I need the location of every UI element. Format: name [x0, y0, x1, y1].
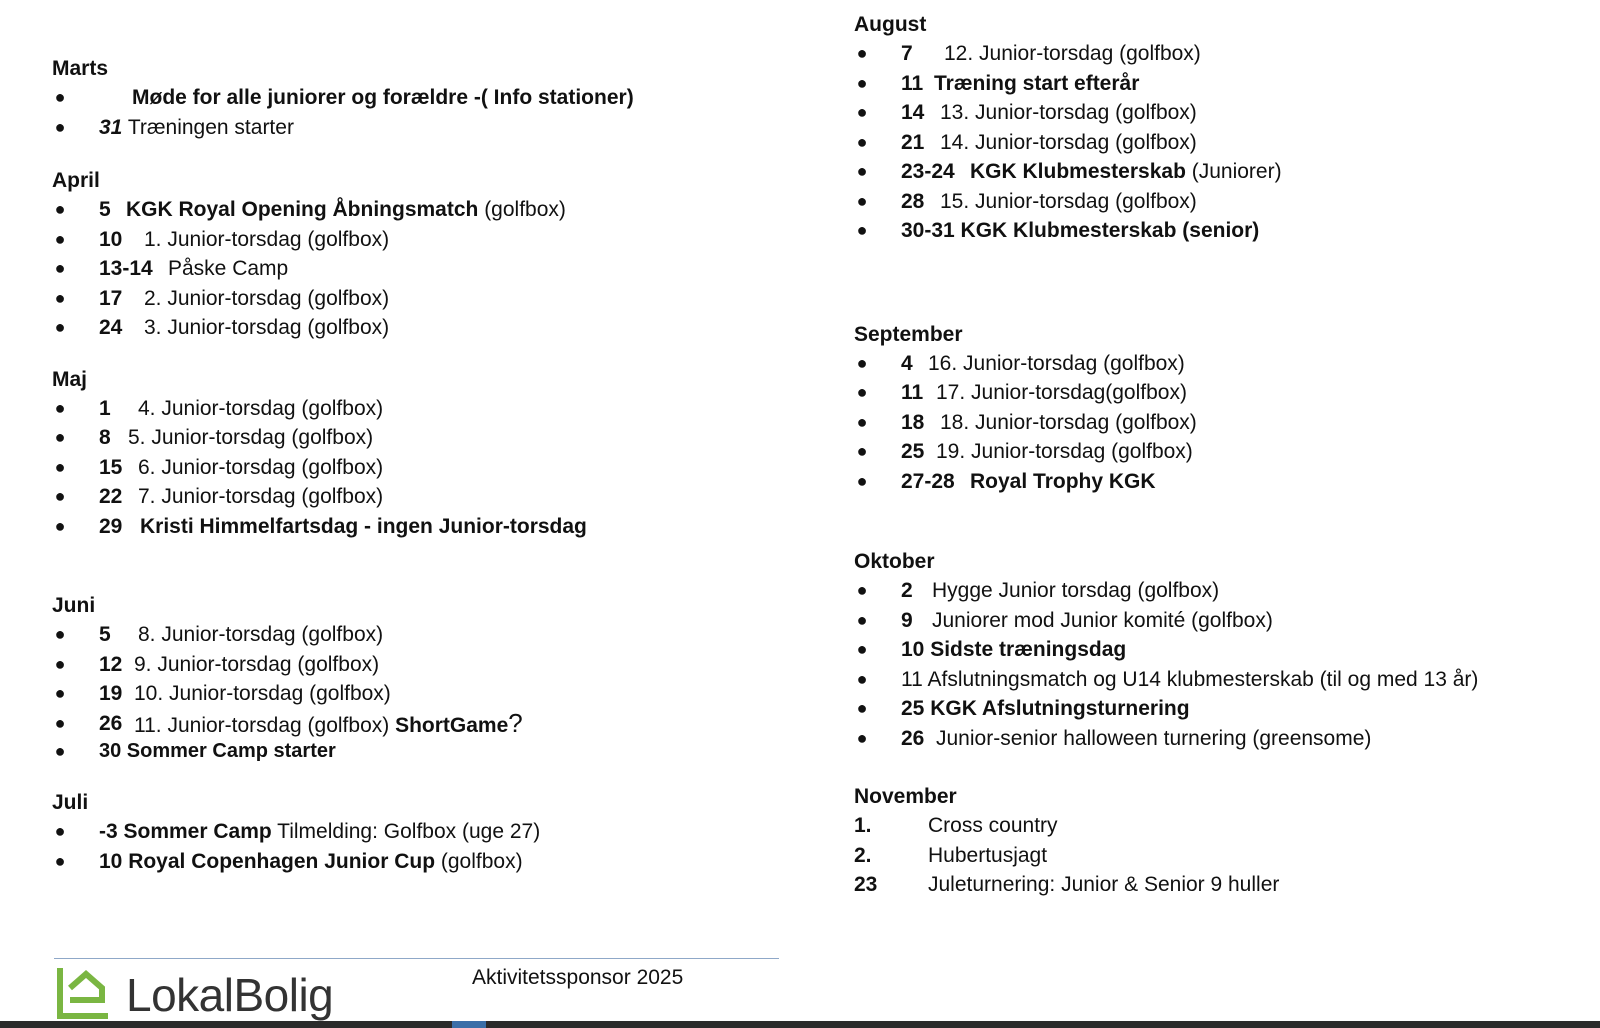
bullet-icon: ● — [856, 102, 868, 122]
event-item — [52, 620, 812, 650]
event-date: 22 — [99, 485, 123, 508]
event-text-segment: 25 KGK Afslutningsturnering — [901, 697, 1190, 720]
bullet-icon: ● — [856, 698, 868, 718]
event-list — [52, 195, 812, 343]
event-text-segment: 18. Junior-torsdag (golfbox) — [940, 410, 1197, 434]
event-date: 8 — [99, 426, 111, 449]
event-item — [854, 39, 1574, 69]
bullet-icon: ● — [54, 624, 66, 644]
event-text-segment: 9. Junior-torsdag (golfbox) — [134, 652, 380, 676]
logo-text: LokalBolig — [126, 969, 334, 1021]
schedule-right-column — [854, 10, 1574, 900]
event-text-segment: 10. Junior-torsdag (golfbox) — [134, 682, 391, 705]
event-list — [52, 620, 812, 764]
event-text-segment: 10 Sidste træningsdag — [901, 638, 1127, 661]
bullet-icon: ● — [856, 609, 868, 630]
event-text-segment: 5. Junior-torsdag (golfbox) — [128, 426, 374, 449]
event-description — [99, 817, 540, 847]
event-text-segment: Møde for alle juniorer og forældre -( Info stationer) — [132, 86, 634, 109]
event-description — [970, 467, 1156, 497]
bullet-icon: ● — [856, 727, 868, 748]
month-section-september — [854, 320, 1574, 497]
bullet-icon: ● — [856, 580, 868, 600]
event-text-segment: 15. Junior-torsdag (golfbox) — [940, 189, 1197, 213]
event-date: 13-14 — [99, 257, 153, 280]
event-text-segment: Træningen starter — [122, 115, 294, 139]
event-text-segment: 3. Junior-torsdag (golfbox) — [144, 316, 390, 339]
event-date: 27-28 — [901, 469, 955, 493]
event-text-segment: 17. Junior-torsdag(golfbox) — [936, 381, 1187, 404]
event-text-segment: 19. Junior-torsdag (golfbox) — [936, 440, 1193, 463]
bullet-icon: ● — [856, 382, 868, 402]
event-date: 21 — [901, 130, 925, 154]
event-description — [940, 98, 1197, 128]
bullet-icon: ● — [856, 411, 868, 432]
event-description — [144, 225, 389, 255]
event-description — [99, 847, 523, 877]
event-item — [854, 378, 1574, 408]
event-date: 23 — [854, 873, 878, 896]
bullet-icon: ● — [856, 43, 868, 63]
event-text-segment: -3 Sommer Camp — [99, 820, 272, 843]
event-date: 14 — [901, 101, 925, 124]
event-date: 7 — [901, 42, 913, 65]
event-description — [936, 437, 1193, 467]
month-heading: Juni — [52, 594, 96, 617]
event-item — [854, 157, 1574, 187]
event-text-segment: KGK Klubmesterskab — [970, 160, 1186, 183]
event-item — [854, 128, 1574, 158]
event-description — [138, 453, 383, 483]
bullet-icon: ● — [54, 287, 66, 308]
lokalbolig-logo — [56, 962, 386, 1026]
event-item — [52, 254, 812, 284]
event-text-segment: 31 — [99, 115, 123, 139]
event-description — [932, 606, 1273, 636]
event-text-segment: Junior-senior halloween turnering (greensome) — [936, 726, 1372, 750]
bullet-icon: ● — [856, 190, 868, 211]
bullet-icon: ● — [54, 199, 66, 219]
event-description — [144, 284, 389, 314]
event-text-segment: 7. Junior-torsdag (golfbox) — [138, 485, 384, 508]
event-description — [168, 254, 288, 284]
event-item — [854, 724, 1574, 754]
event-item — [52, 709, 812, 739]
event-item — [854, 349, 1574, 379]
event-text-segment: Påske Camp — [168, 257, 289, 280]
event-description — [132, 83, 634, 113]
event-description — [138, 620, 383, 650]
event-description — [936, 378, 1187, 408]
event-item — [52, 313, 812, 343]
event-description — [901, 694, 1190, 724]
event-date: 17 — [99, 286, 123, 310]
schedule-left-column — [52, 54, 812, 876]
event-date: 1. — [854, 814, 872, 837]
sponsor-label: Aktivitetssponsor 2025 — [472, 966, 684, 989]
event-text-segment: Tilmelding: Golfbox (uge 27) — [271, 820, 541, 843]
event-date: 9 — [901, 608, 913, 632]
event-description — [99, 738, 336, 764]
bullet-icon: ● — [856, 220, 868, 240]
footer-divider — [54, 958, 779, 959]
event-item — [52, 394, 812, 424]
event-description — [901, 635, 1126, 665]
event-description — [144, 313, 389, 343]
event-item — [854, 811, 1574, 841]
event-text-segment: 8. Junior-torsdag (golfbox) — [138, 623, 384, 646]
bullet-icon: ● — [856, 352, 868, 373]
bullet-icon: ● — [54, 397, 66, 418]
event-text-segment: Juniorer mod Junior komité (golfbox) — [932, 608, 1273, 632]
event-text-segment: Træning start efterår — [934, 71, 1140, 95]
month-heading: September — [854, 322, 963, 346]
bottom-bar — [0, 1021, 1600, 1028]
event-text-segment: 1. Junior-torsdag (golfbox) — [144, 227, 390, 251]
event-date: 4 — [901, 351, 913, 375]
bullet-icon: ● — [54, 683, 66, 703]
event-date: 11 — [901, 71, 924, 95]
event-date: 29 — [99, 514, 123, 538]
month-section-november — [854, 782, 1574, 900]
month-heading: Juli — [52, 791, 89, 814]
bullet-icon: ● — [856, 441, 868, 461]
event-item — [52, 738, 812, 764]
event-text-segment: 30 Sommer Camp starter — [99, 740, 336, 762]
event-date: 15 — [99, 455, 123, 479]
event-item — [52, 113, 812, 143]
event-description — [940, 128, 1197, 158]
event-item — [52, 847, 812, 877]
event-text-segment: 2. Junior-torsdag (golfbox) — [144, 286, 390, 310]
event-text-segment: KGK Royal Opening Åbningsmatch — [126, 198, 479, 221]
event-item — [854, 576, 1574, 606]
event-date: 2. — [854, 843, 872, 867]
event-description — [134, 679, 391, 709]
month-section-juli — [52, 788, 812, 876]
month-heading: August — [854, 13, 927, 36]
event-item — [52, 512, 812, 542]
month-heading: Oktober — [854, 550, 935, 573]
event-item — [52, 453, 812, 483]
event-description — [138, 394, 383, 424]
event-date: 5 — [99, 623, 111, 646]
month-section-maj — [52, 365, 812, 542]
bullet-icon: ● — [54, 427, 66, 447]
bullet-icon: ● — [856, 668, 868, 689]
event-text-segment: 10 Royal Copenhagen Junior Cup — [99, 849, 436, 873]
event-text-segment: 11. Junior-torsdag (golfbox) — [134, 713, 396, 737]
event-text-segment: 6. Junior-torsdag (golfbox) — [138, 455, 384, 479]
event-list — [854, 576, 1574, 753]
event-item — [854, 216, 1574, 246]
event-text-segment: Hubertusjagt — [928, 843, 1048, 867]
event-item — [52, 284, 812, 314]
event-item — [854, 606, 1574, 636]
bullet-icon: ● — [54, 653, 66, 674]
event-date: 11 — [901, 381, 924, 404]
event-item — [854, 437, 1574, 467]
event-text-segment: 11 Afslutningsmatch og U14 klubmesterskab (til og med 13 år) — [901, 667, 1479, 691]
event-text-segment: Kristi Himmelfartsdag - ingen Junior-torsdag — [140, 514, 587, 538]
event-text-segment: 30-31 KGK Klubmesterskab (senior) — [901, 219, 1260, 242]
bullet-icon: ● — [54, 486, 66, 506]
event-text-segment: 16. Junior-torsdag (golfbox) — [928, 351, 1185, 375]
event-text-segment: 12. Junior-torsdag (golfbox) — [944, 42, 1201, 65]
question-mark: ? — [508, 707, 523, 738]
event-item — [854, 841, 1574, 871]
event-date: 26 — [99, 711, 123, 735]
bullet-icon: ● — [54, 87, 66, 107]
month-heading: Maj — [52, 367, 88, 391]
event-description — [99, 113, 294, 143]
event-item — [854, 635, 1574, 665]
event-text-segment: 14. Junior-torsdag (golfbox) — [940, 130, 1197, 154]
event-description — [138, 482, 383, 512]
event-text-segment: 4. Junior-torsdag (golfbox) — [138, 396, 384, 420]
event-description — [928, 841, 1047, 871]
house-logo-icon — [56, 962, 116, 1020]
bullet-icon: ● — [54, 850, 66, 871]
event-text-segment: Cross country — [928, 814, 1058, 837]
month-section-juni — [52, 591, 812, 764]
event-text-segment: 13. Junior-torsdag (golfbox) — [940, 101, 1197, 124]
event-date: 12 — [99, 652, 123, 676]
event-item — [854, 408, 1574, 438]
event-item — [52, 423, 812, 453]
event-item — [854, 665, 1574, 695]
event-date: 25 — [901, 440, 925, 463]
event-description — [928, 349, 1185, 379]
event-date: 1 — [99, 396, 111, 420]
bullet-icon: ● — [54, 741, 66, 761]
event-item — [854, 467, 1574, 497]
event-date: 18 — [901, 410, 925, 434]
event-description — [901, 216, 1259, 246]
event-item — [52, 83, 812, 113]
event-item — [52, 225, 812, 255]
event-description — [134, 709, 523, 741]
bottom-bar-segment — [452, 1021, 486, 1028]
event-text-segment: Hygge Junior torsdag (golfbox) — [932, 579, 1220, 602]
event-date: 24 — [99, 316, 123, 339]
bullet-icon: ● — [54, 116, 66, 137]
event-date: 19 — [99, 682, 123, 705]
event-item — [854, 69, 1574, 99]
event-list — [854, 349, 1574, 497]
event-list — [52, 817, 812, 876]
event-text-segment: Royal Trophy KGK — [970, 469, 1156, 493]
event-description — [128, 423, 373, 453]
event-date: 5 — [99, 198, 111, 221]
event-date: 2 — [901, 579, 913, 602]
bullet-icon: ● — [856, 639, 868, 659]
bullet-icon: ● — [856, 72, 868, 93]
event-item — [52, 817, 812, 847]
event-description — [970, 157, 1282, 187]
event-item — [52, 195, 812, 225]
event-date: 23-24 — [901, 160, 955, 183]
month-section-april — [52, 166, 812, 343]
event-item — [854, 187, 1574, 217]
event-text-segment: (Juniorer) — [1185, 160, 1282, 183]
event-item — [52, 679, 812, 709]
event-item — [854, 870, 1574, 900]
event-item — [854, 694, 1574, 724]
event-date: 26 — [901, 726, 925, 750]
bullet-icon: ● — [856, 131, 868, 152]
event-description — [944, 39, 1201, 69]
event-description — [940, 408, 1197, 438]
month-section-marts — [52, 54, 812, 142]
event-text-segment: Juleturnering: Junior & Senior 9 huller — [928, 873, 1280, 896]
event-date: 10 — [99, 227, 123, 251]
bullet-icon: ● — [54, 821, 66, 841]
bullet-icon: ● — [856, 161, 868, 181]
event-description — [126, 195, 566, 225]
month-section-august — [854, 10, 1574, 246]
bullet-icon: ● — [54, 258, 66, 278]
event-item — [52, 482, 812, 512]
event-date: 28 — [901, 189, 925, 213]
event-item — [854, 98, 1574, 128]
bullet-icon: ● — [54, 456, 66, 477]
event-list — [52, 83, 812, 142]
month-heading: November — [854, 785, 957, 808]
event-description — [932, 576, 1219, 606]
event-text-segment: ShortGame — [395, 713, 509, 737]
event-description — [936, 724, 1371, 754]
bullet-icon: ● — [54, 515, 66, 536]
event-description — [134, 650, 379, 680]
event-item — [52, 650, 812, 680]
event-text-segment: (golfbox) — [478, 198, 566, 221]
event-description — [901, 665, 1478, 695]
event-description — [928, 870, 1279, 900]
bullet-icon: ● — [54, 712, 66, 733]
event-list — [854, 811, 1574, 900]
month-heading: April — [52, 169, 100, 192]
bullet-icon: ● — [54, 317, 66, 337]
event-description — [140, 512, 587, 542]
event-description — [928, 811, 1058, 841]
event-description — [934, 69, 1139, 99]
month-heading: Marts — [52, 57, 109, 80]
event-description — [940, 187, 1197, 217]
event-list — [854, 39, 1574, 246]
event-text-segment: (golfbox) — [435, 849, 523, 873]
month-section-oktober — [854, 547, 1574, 753]
bullet-icon: ● — [856, 470, 868, 491]
bullet-icon: ● — [54, 228, 66, 249]
event-list — [52, 394, 812, 542]
